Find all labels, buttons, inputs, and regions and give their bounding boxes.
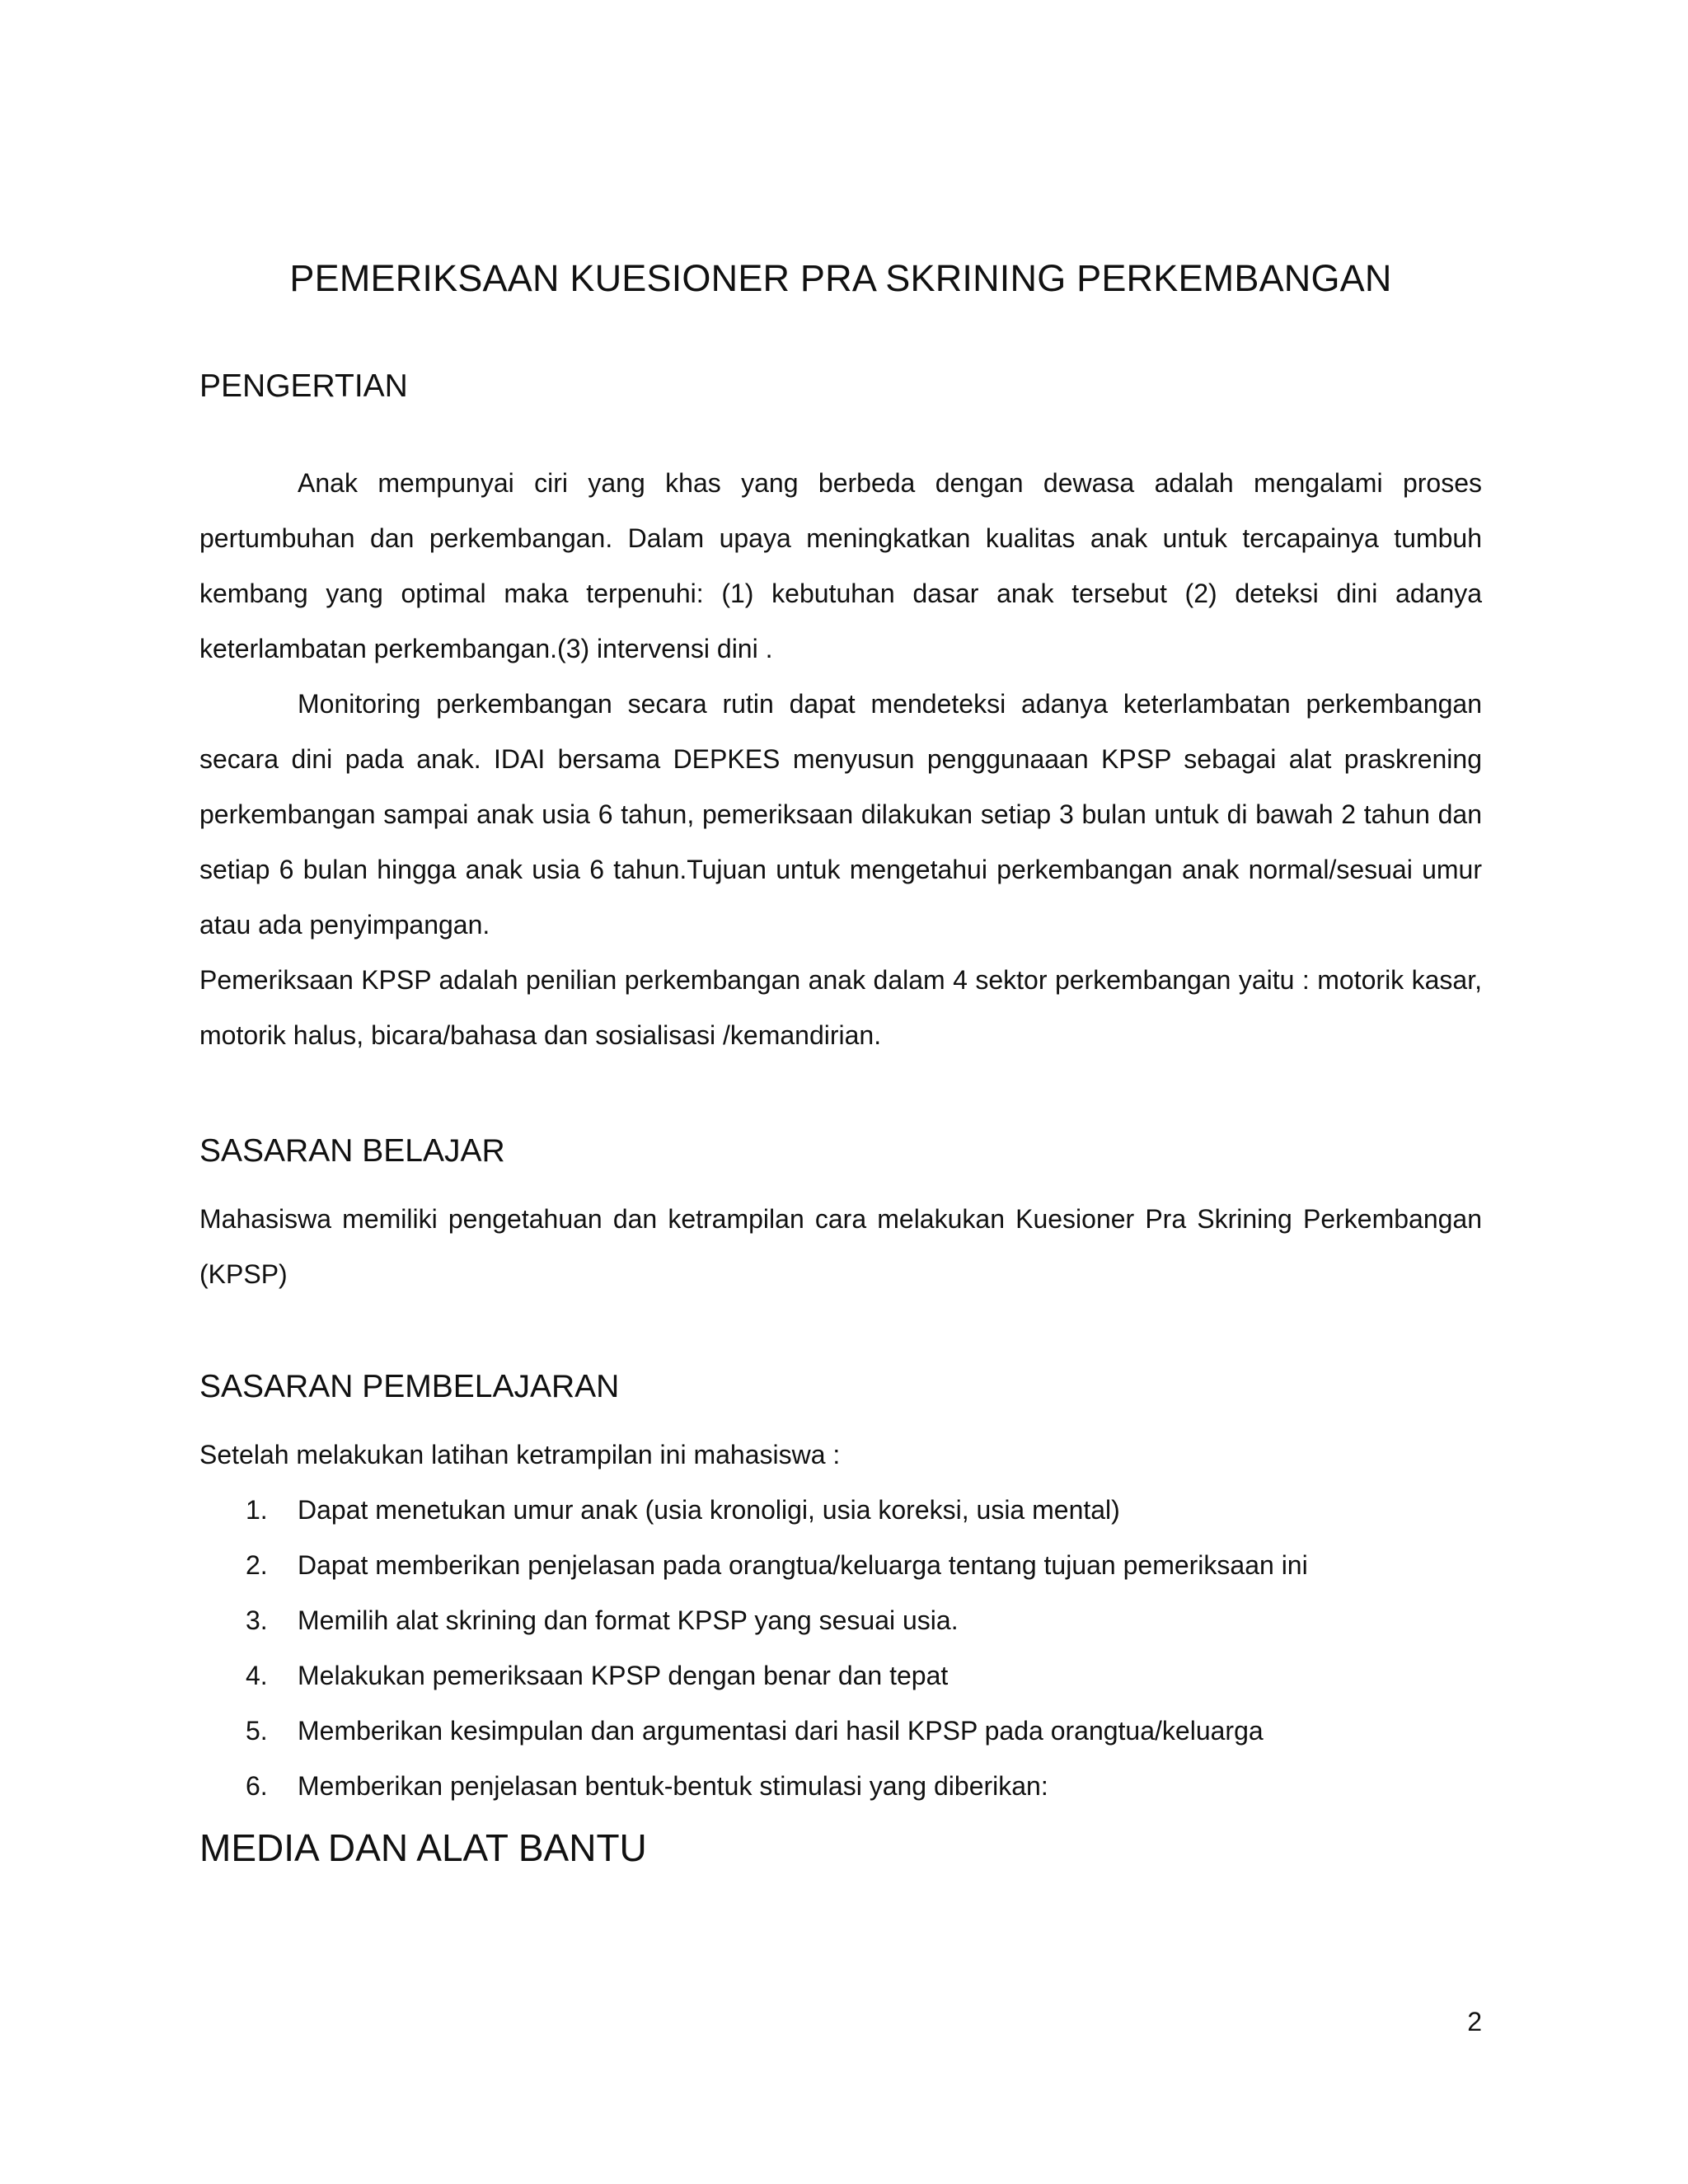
pengertian-paragraph-1: Anak mempunyai ciri yang khas yang berbeda dengan dewasa adalah mengalami proses pertumbuhan dan perkembangan. Dalam upaya meningkatkan kualitas anak untuk tercapainya tumbuh kembang yang optimal maka terpenuhi: (1) kebutuhan dasar anak tersebut (2) deteksi dini adanya keterlambatan perkembangan.(3) intervensi dini . — [199, 468, 1482, 663]
objective-list — [199, 1483, 1482, 1814]
sasaran-belajar-body — [199, 1192, 1482, 1302]
list-item-text: Dapat memberikan penjelasan pada orangtua/keluarga tentang tujuan pemeriksaan ini — [298, 1550, 1308, 1580]
heading-pengertian: PENGERTIAN — [199, 368, 408, 404]
list-item — [199, 1759, 1482, 1814]
list-item-number: 3. — [246, 1605, 268, 1635]
list-item-number: 2. — [246, 1550, 268, 1580]
pengertian-paragraph-2: Monitoring perkembangan secara rutin dapat mendeteksi adanya keterlambatan perkembangan secara dini pada anak. IDAI bersama DEPKES menyusun penggunaaan KPSP sebagai alat praskrening perkembangan sampai anak usia 6 tahun, pemeriksaan dilakukan setiap 3 bulan untuk di bawah 2 tahun dan setiap 6 bulan hingga anak usia 6 tahun.Tujuan untuk mengetahui perkembangan anak normal/sesuai umur atau ada penyimpangan. — [199, 689, 1482, 940]
list-item — [199, 1593, 1482, 1648]
document-title: PEMERIKSAAN KUESIONER PRA SKRINING PERKEMBANGAN — [289, 257, 1392, 299]
list-item-text: Dapat menetukan umur anak (usia kronoligi, usia koreksi, usia mental) — [298, 1495, 1120, 1525]
page-number: 2 — [1467, 2007, 1482, 2036]
list-item — [199, 1538, 1482, 1593]
list-item-text: Memilih alat skrining dan format KPSP yang sesuai usia. — [298, 1605, 959, 1635]
list-item-number: 5. — [246, 1716, 268, 1746]
list-item-number: 6. — [246, 1771, 268, 1801]
list-item — [199, 1704, 1482, 1759]
sasaran-pembelajaran-intro: Setelah melakukan latihan ketrampilan ini mahasiswa : — [199, 1440, 841, 1469]
list-item-number: 4. — [246, 1661, 268, 1690]
list-item-number: 1. — [246, 1495, 268, 1525]
heading-sasaran-belajar: SASARAN BELAJAR — [199, 1133, 505, 1169]
list-item-text: Memberikan kesimpulan dan argumentasi dari hasil KPSP pada orangtua/keluarga — [298, 1716, 1264, 1746]
list-item — [199, 1483, 1482, 1538]
list-item-text: Melakukan pemeriksaan KPSP dengan benar dan tepat — [298, 1661, 949, 1690]
pengertian-body — [199, 456, 1482, 1063]
pengertian-paragraph-3: Pemeriksaan KPSP adalah penilian perkembangan anak dalam 4 sektor perkembangan yaitu : motorik kasar, motorik halus, bicara/bahasa dan sosialisasi /kemandirian. — [199, 965, 1482, 1050]
sasaran-belajar-text: Mahasiswa memiliki pengetahuan dan ketrampilan cara melakukan Kuesioner Pra Skrining Perkembangan (KPSP) — [199, 1204, 1482, 1289]
heading-sasaran-pembelajaran: SASARAN PEMBELAJARAN — [199, 1369, 620, 1404]
list-item — [199, 1648, 1482, 1704]
heading-media-dan-alat-bantu: MEDIA DAN ALAT BANTU — [199, 1826, 647, 1869]
list-item-text: Memberikan penjelasan bentuk-bentuk stimulasi yang diberikan: — [298, 1771, 1048, 1801]
